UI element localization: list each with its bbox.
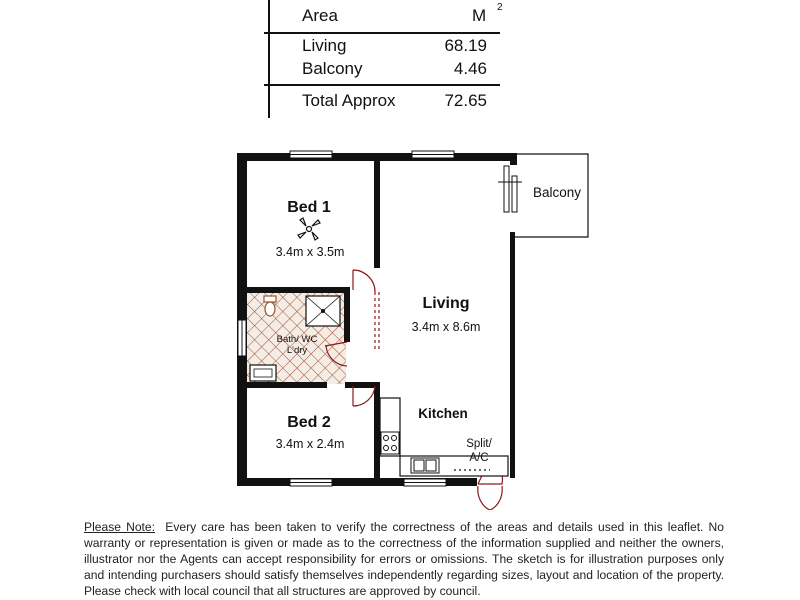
room-bath-label-2: L'dry (286, 345, 308, 356)
area-row-living-label: Living (302, 36, 347, 55)
window-icon (504, 166, 509, 212)
area-row-balcony-label: Balcony (302, 59, 363, 78)
wall-bed1-bath (237, 287, 350, 293)
door-swing-icon (478, 486, 502, 510)
area-row-balcony-value: 4.46 (453, 59, 487, 78)
area-header-unit-sup: 2 (497, 2, 503, 13)
note-text: Every care has been taken to verify the correctness of the areas and details used in this leaflet. No warranty or representation is given or made as to the correctness of the information supplied and neither the owners, illustrator nor the Agents can accept responsibility for errors or omissions. The sketch is for illustration purposes only and intending purchasers should satisfy themselves independently regarding sizes, layout and location of the property. Please check with local council that all structures are approved by council. (84, 520, 724, 598)
wall-bath-bed2 (237, 382, 327, 388)
room-bed2-name: Bed 2 (287, 414, 331, 431)
wall-center-upper (374, 153, 380, 268)
ceiling-fan-icon (298, 218, 320, 240)
area-header-label: Area (302, 6, 338, 25)
area-total-label: Total Approx (302, 91, 396, 110)
window-icon (512, 176, 517, 212)
balcony-label: Balcony (532, 185, 582, 200)
wall-outer-right (510, 232, 515, 478)
room-living-dims: 3.4m x 8.6m (411, 320, 481, 334)
door-opening-dashed (375, 292, 379, 352)
door-swing-icon (353, 270, 375, 292)
wall-center-lower (374, 388, 380, 486)
shower-icon (306, 296, 340, 326)
vanity-icon (250, 365, 276, 381)
area-row-living-value: 68.19 (444, 36, 487, 55)
room-bed1-dims: 3.4m x 3.5m (275, 245, 345, 259)
toilet-icon (264, 296, 276, 316)
area-total-value: 72.65 (444, 91, 487, 110)
room-living-name: Living (422, 295, 470, 312)
wall-bath-right (344, 287, 350, 342)
sink-icon (411, 458, 439, 473)
split-ac-label-2: A/C (469, 452, 489, 464)
disclaimer-note (84, 519, 724, 599)
wall-right-stub (510, 153, 517, 165)
room-kitchen-name: Kitchen (418, 406, 468, 421)
door-swing-icon (353, 386, 375, 406)
split-ac-label-1: Split/ (466, 438, 492, 450)
stove-icon (381, 432, 399, 454)
room-bath-label-1: Bath/ WC (276, 334, 318, 345)
room-bed2-dims: 3.4m x 2.4m (275, 437, 345, 451)
room-bed1-name: Bed 1 (287, 199, 331, 216)
area-header-unit: M (472, 6, 487, 25)
note-lead: Please Note: (84, 520, 156, 534)
